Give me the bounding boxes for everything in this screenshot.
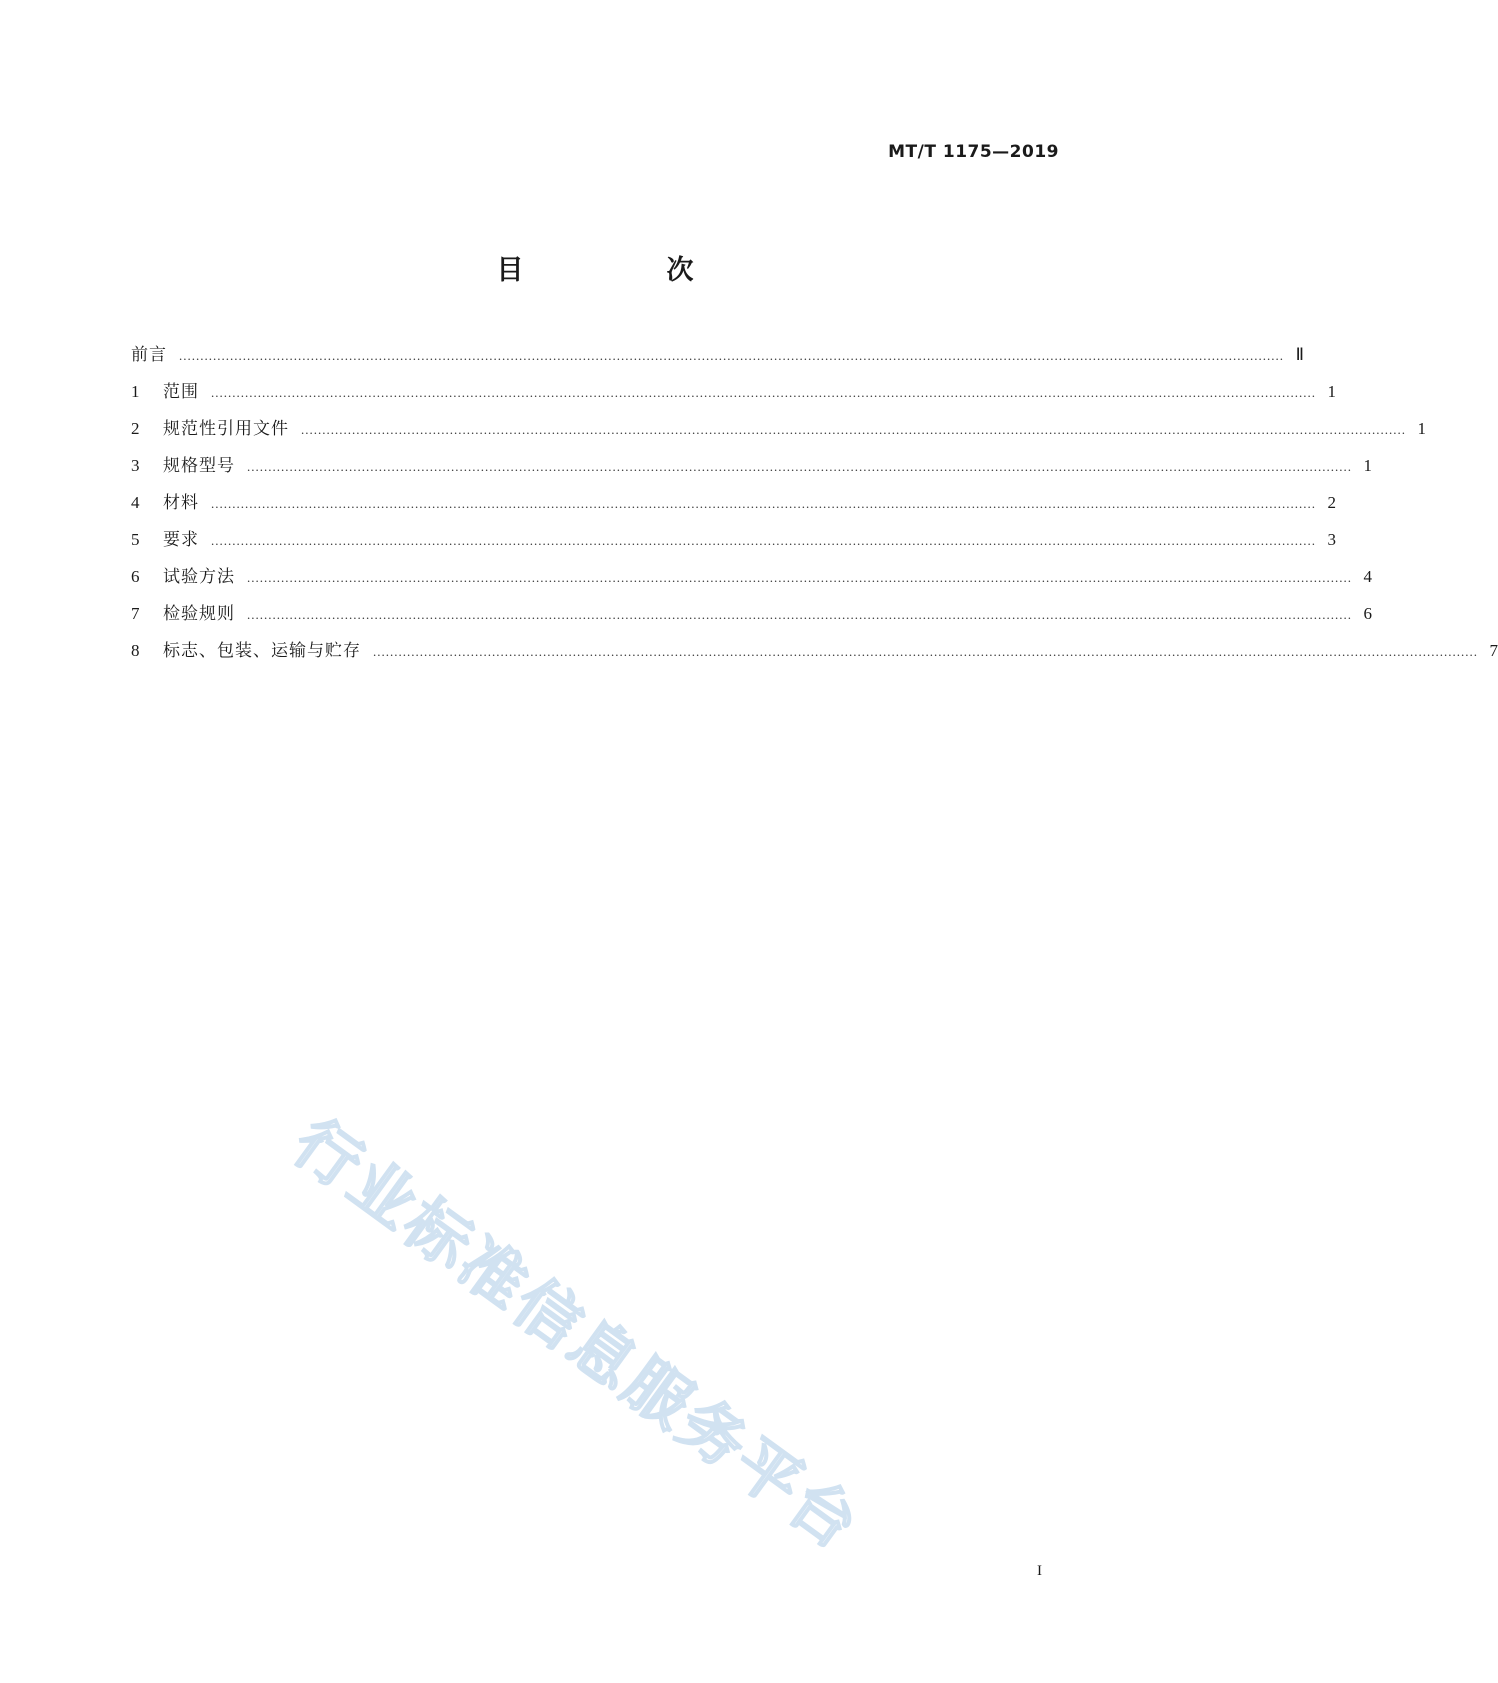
toc-entry-page: 2 xyxy=(1327,493,1336,512)
toc-leader-dots: .................................................................................................................................................................................................................................................................... xyxy=(247,570,1352,585)
toc-leader-dots: .................................................................................................................................................................................................................................................................... xyxy=(301,422,1406,437)
toc-entry-page: 1 xyxy=(1363,456,1372,475)
toc-leader-dots: .................................................................................................................................................................................................................................................................... xyxy=(247,459,1352,474)
toc-leader-dots: .................................................................................................................................................................................................................................................................... xyxy=(247,607,1352,622)
toc-entry-page: 7 xyxy=(1489,641,1498,660)
toc-entry-label: 标志、包装、运输与贮存 xyxy=(163,641,361,661)
toc-entry-page: 1 xyxy=(1417,419,1426,438)
toc-entry-6[interactable] xyxy=(131,567,1372,604)
toc-entry-page: 1 xyxy=(1327,382,1336,401)
toc-title: 目 次 xyxy=(496,255,752,286)
toc-leader-dots: .................................................................................................................................................................................................................................................................... xyxy=(211,496,1316,511)
toc-entry-7[interactable] xyxy=(131,604,1372,641)
toc-entry-number: 1 xyxy=(131,382,140,401)
toc-entry-page: 3 xyxy=(1327,530,1336,549)
toc-entry-page: 4 xyxy=(1363,567,1372,586)
toc-entry-foreword[interactable] xyxy=(131,345,1304,382)
toc-entry-label: 规格型号 xyxy=(163,456,235,476)
standard-code: MT/T 1175—2019 xyxy=(888,142,1059,162)
table-of-contents xyxy=(131,345,1498,678)
toc-entry-label: 前言 xyxy=(131,345,167,365)
toc-entry-number: 6 xyxy=(131,567,140,586)
toc-entry-number: 2 xyxy=(131,419,140,438)
toc-entry-label: 范围 xyxy=(163,382,199,402)
toc-leader-dots: .................................................................................................................................................................................................................................................................... xyxy=(373,644,1478,659)
toc-entry-4[interactable] xyxy=(131,493,1336,530)
toc-entry-label: 材料 xyxy=(163,493,199,513)
toc-entry-3[interactable] xyxy=(131,456,1372,493)
toc-entry-number: 4 xyxy=(131,493,140,512)
toc-entry-2[interactable] xyxy=(131,419,1426,456)
watermark: 行业标准信息服务平台 xyxy=(279,1105,874,1566)
toc-leader-dots: .................................................................................................................................................................................................................................................................... xyxy=(211,385,1316,400)
toc-leader-dots: .................................................................................................................................................................................................................................................................... xyxy=(211,533,1316,548)
toc-entry-number: 3 xyxy=(131,456,140,475)
toc-entry-label: 规范性引用文件 xyxy=(163,419,289,439)
toc-leader-dots: .................................................................................................................................................................................................................................................................... xyxy=(179,348,1284,363)
toc-entry-number: 7 xyxy=(131,604,140,623)
toc-entry-number: 5 xyxy=(131,530,140,549)
toc-entry-page: 6 xyxy=(1363,604,1372,623)
page-number: I xyxy=(1037,1563,1042,1579)
toc-entry-label: 试验方法 xyxy=(163,567,235,587)
toc-entry-number: 8 xyxy=(131,641,140,660)
toc-entry-8[interactable] xyxy=(131,641,1498,678)
toc-entry-page: Ⅱ xyxy=(1295,345,1304,364)
toc-entry-5[interactable] xyxy=(131,530,1336,567)
toc-entry-label: 检验规则 xyxy=(163,604,235,624)
toc-entry-1[interactable] xyxy=(131,382,1336,419)
toc-entry-label: 要求 xyxy=(163,530,199,550)
